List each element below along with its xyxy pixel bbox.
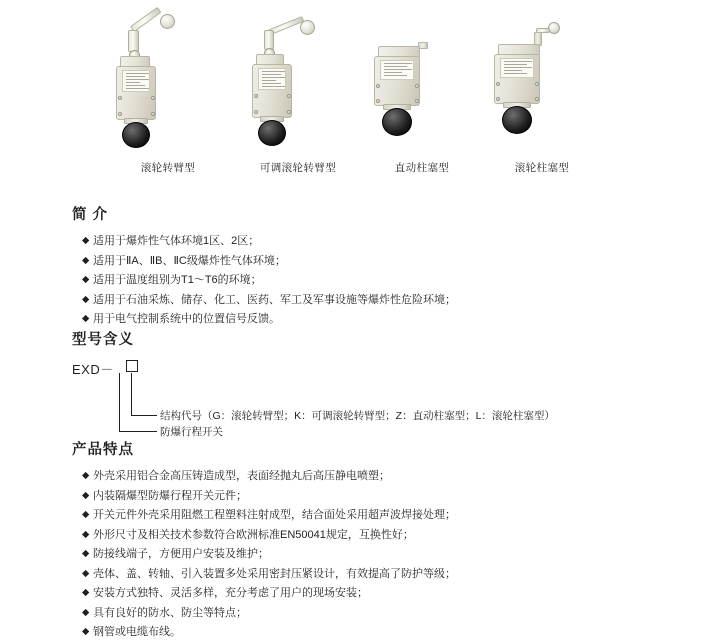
product-image-row xyxy=(0,0,712,185)
list-item xyxy=(82,310,712,330)
diamond-bullet-icon: ◆ xyxy=(82,626,90,637)
intro-title: 简 介 xyxy=(72,207,109,223)
list-item xyxy=(82,623,712,643)
list-item xyxy=(82,545,712,565)
product-caption: 滚轮柱塞型 xyxy=(514,162,570,174)
diamond-bullet-icon: ◆ xyxy=(82,254,90,266)
features-bullet-list xyxy=(82,467,712,643)
list-item-text: 适用于石油采炼、储存、化工、医药、军工及军事设施等爆炸性危险环境； xyxy=(93,293,456,306)
list-item-text: 外壳采用铝合金高压铸造成型，表面经抛丸后高压静电喷塑； xyxy=(93,470,390,482)
product-push-plunger xyxy=(352,0,492,185)
list-item xyxy=(82,565,712,585)
list-item xyxy=(82,487,712,507)
list-item-text: 适用于温度组别为T1～T6的环境； xyxy=(93,274,262,286)
list-item-text: 开关元件外壳采用阻燃工程塑料注射成型，结合面处采用超声波焊接处理； xyxy=(93,509,456,521)
diamond-bullet-icon: ◆ xyxy=(82,587,90,598)
features-title: 产品特点 xyxy=(72,442,134,458)
list-item-text: 外形尺寸及相关技术参数符合欧洲标准EN50041规定，互换性好； xyxy=(93,528,414,541)
list-item xyxy=(82,291,712,311)
model-code-section xyxy=(0,328,712,438)
diamond-bullet-icon: ◆ xyxy=(82,567,90,579)
diamond-bullet-icon: ◆ xyxy=(82,274,90,285)
list-item xyxy=(82,252,712,272)
list-item xyxy=(82,604,712,624)
product-caption: 直动柱塞型 xyxy=(394,162,450,174)
diamond-bullet-icon: ◆ xyxy=(82,528,90,540)
leader-line-vertical-series xyxy=(119,373,120,431)
list-item-text: 安装方式独特、灵活多样，充分考虑了用户的现场安装； xyxy=(93,587,368,599)
list-item-text: 用于电气控制系统中的位置信号反馈。 xyxy=(93,313,280,325)
diamond-bullet-icon: ◆ xyxy=(82,489,90,501)
diamond-bullet-icon: ◆ xyxy=(82,235,90,246)
list-item xyxy=(82,271,712,291)
adjustable-roller-lever-switch-icon xyxy=(228,0,368,155)
leader-line-horizontal-structure xyxy=(131,415,157,416)
list-item xyxy=(82,526,712,546)
diamond-bullet-icon: ◆ xyxy=(82,606,90,618)
intro-bullet-list xyxy=(82,232,712,330)
roller-lever-switch-icon xyxy=(98,0,238,155)
list-item-text: 内装隔爆型防爆行程开关元件； xyxy=(93,489,247,502)
product-roller-plunger xyxy=(472,0,612,185)
diamond-bullet-icon: ◆ xyxy=(82,293,90,305)
model-code-placeholder-box xyxy=(126,360,138,372)
list-item xyxy=(82,584,712,604)
list-item-text: 钢管或电缆布线。 xyxy=(93,626,181,638)
model-code-diagram xyxy=(72,359,712,438)
product-caption: 滚轮转臂型 xyxy=(140,162,196,174)
list-item-text: 适用于爆炸性气体环境1区、2区； xyxy=(93,235,260,247)
list-item-text: 适用于ⅡA、ⅡB、ⅡC级爆炸性气体环境； xyxy=(93,254,286,267)
model-note-structure: 结构代号（G：滚轮转臂型；K：可调滚轮转臂型；Z：直动柱塞型；L：滚轮柱塞型） xyxy=(160,410,555,422)
list-item-text: 防接线端子，方便用户安装及维护； xyxy=(93,548,269,560)
list-item xyxy=(82,467,712,487)
features-section xyxy=(0,438,712,643)
diamond-bullet-icon: ◆ xyxy=(82,548,90,559)
product-caption: 可调滚轮转臂型 xyxy=(259,162,337,174)
list-item-text: 具有良好的防水、防尘等特点； xyxy=(93,606,247,619)
diamond-bullet-icon: ◆ xyxy=(82,313,90,324)
product-adjustable-roller-lever xyxy=(228,0,368,185)
intro-section xyxy=(0,203,712,330)
product-roller-lever xyxy=(98,0,238,185)
diamond-bullet-icon: ◆ xyxy=(82,470,90,481)
list-item-text: 壳体、盖、转轴、引入装置多处采用密封压紧设计，有效提高了防护等级； xyxy=(93,567,456,580)
list-item xyxy=(82,506,712,526)
roller-plunger-switch-icon xyxy=(472,0,612,155)
model-code-text: EXD－ xyxy=(72,362,114,377)
diamond-bullet-icon: ◆ xyxy=(82,509,90,520)
list-item xyxy=(82,232,712,252)
model-title: 型号含义 xyxy=(72,332,134,348)
push-plunger-switch-icon xyxy=(352,0,492,155)
leader-line-vertical-structure xyxy=(131,373,132,415)
model-note-series: 防爆行程开关 xyxy=(160,426,223,438)
leader-line-horizontal-series xyxy=(119,431,157,432)
